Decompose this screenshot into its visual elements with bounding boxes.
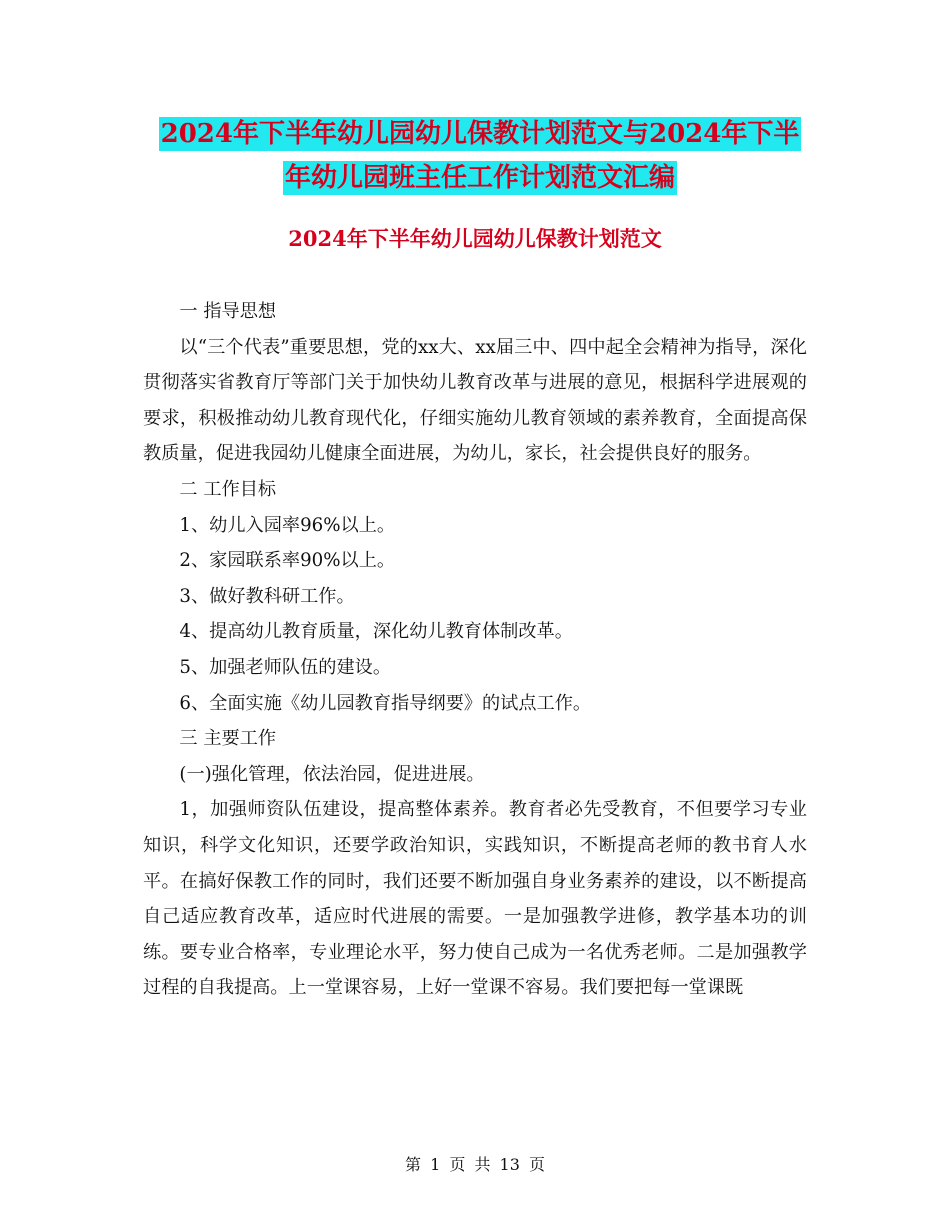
goal-item-1: 1、幼儿入园率96%以上。 (179, 514, 396, 536)
subheading-management: (一)强化管理，依法治园，促进进展。 (179, 763, 485, 785)
goal-item-6: 6、全面实施《幼儿园教育指导纲要》的试点工作。 (179, 692, 592, 714)
document-body (143, 294, 807, 1006)
heading-guiding-thought: 一 指导思想 (179, 301, 277, 322)
heading-main-work: 三 主要工作 (179, 728, 277, 750)
page-footer: 第 1 页 共 13 页 (405, 1155, 545, 1174)
paragraph-teacher-team: 1，加强师资队伍建设，提高整体素养。教育者必先受教育，不但要学习专业知识，科学文化知识，还要学政治知识，实践知识，不断提高老师的教书育人水平。在搞好保教工作的同时，我们还要不断加强自身业务素养的建设，以不断提高自己适应教育改革，适应时代进展的需要。一是加强教学进修，教学基本功的训练。要专业合格率，专业理论水平，努力使自己成为一名优秀老师。二是加强教学过程的自我提高。上一堂课容易，上好一堂课不容易。我们要把每一堂课既 (143, 799, 807, 999)
section-title: 2024年下半年幼儿园幼儿保教计划范文 (288, 226, 662, 251)
goal-item-3: 3、做好教科研工作。 (179, 585, 355, 607)
heading-work-goals: 二 工作目标 (179, 478, 277, 500)
goal-item-5: 5、加强老师队伍的建设。 (179, 656, 392, 678)
paragraph-guiding-thought: 以“三个代表”重要思想，党的xx大、xx届三中、四中起全会精神为指导，深化贯彻落实省教育厅等部门关于加快幼儿教育改革与进展的意见，根据科学进展观的要求，积极推动幼儿教育现代化，仔细实施幼儿教育领域的素养教育，全面提高保教质量，促进我园幼儿健康全面进展，为幼儿，家长，社会提供良好的服务。 (143, 336, 807, 465)
title-line-2: 年幼儿园班主任工作计划范文汇编 (284, 163, 675, 193)
goal-item-4: 4、提高幼儿教育质量，深化幼儿教育体制改革。 (179, 621, 573, 643)
document-title (140, 112, 820, 200)
title-line-1: 2024年下半年幼儿园幼儿保教计划范文与2024年下半 (160, 119, 800, 149)
goal-item-2: 2、家园联系率90%以上。 (179, 550, 396, 572)
